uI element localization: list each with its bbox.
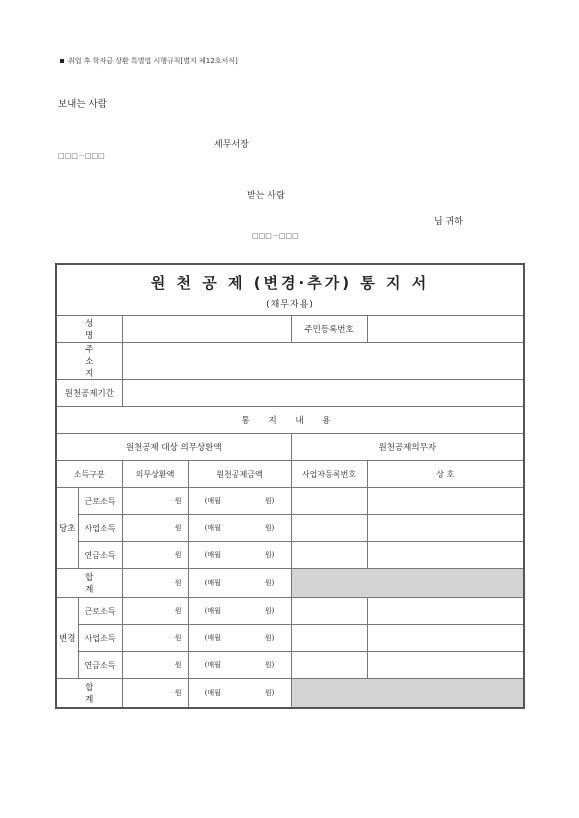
square-bullet-icon bbox=[60, 59, 64, 63]
form-reference: 취업 후 학자금 상환 특별법 시행규칙[별지 제12호서식] bbox=[60, 56, 238, 66]
form-title: 원 천 공 제 (변경·추가) 통 지 서 bbox=[150, 274, 430, 292]
total-mandatory-field[interactable]: 원 bbox=[122, 679, 188, 709]
table-row bbox=[56, 515, 524, 542]
table-row bbox=[56, 625, 524, 652]
mandatory-amount-field[interactable]: 원 bbox=[122, 488, 188, 515]
tax-office-label: 세무서장 bbox=[214, 140, 249, 150]
total-label: 합 계 bbox=[56, 569, 122, 598]
address-label: 주 소 지 bbox=[56, 343, 122, 380]
form-subtitle: (채무자용) bbox=[266, 300, 314, 310]
form-title-cell bbox=[56, 264, 524, 316]
mandatory-amount-field[interactable]: 원 bbox=[122, 625, 188, 652]
business-number-field[interactable] bbox=[291, 488, 367, 515]
mandatory-amount-field[interactable]: 원 bbox=[122, 542, 188, 569]
target-amount-header: 원천공제 대상 의무상환액 bbox=[56, 434, 291, 461]
business-number-field[interactable] bbox=[291, 652, 367, 679]
withholding-amount-field[interactable]: (매월 원) bbox=[188, 625, 291, 652]
honorific-label: 님 귀하 bbox=[434, 217, 463, 227]
table-row bbox=[56, 652, 524, 679]
table-row bbox=[56, 598, 524, 625]
withholding-notice-form bbox=[55, 263, 525, 709]
mandatory-amount-field[interactable]: 원 bbox=[122, 515, 188, 542]
company-name-field[interactable] bbox=[367, 488, 524, 515]
table-row bbox=[56, 679, 524, 709]
changed-group-label: 변경 bbox=[56, 598, 78, 679]
company-name-field[interactable] bbox=[367, 542, 524, 569]
period-label: 원천공제기간 bbox=[56, 380, 122, 407]
table-row bbox=[56, 569, 524, 598]
company-name-field[interactable] bbox=[367, 515, 524, 542]
company-name-field[interactable] bbox=[367, 598, 524, 625]
company-name-field[interactable] bbox=[367, 652, 524, 679]
notice-content-label: 통 지 내 용 bbox=[56, 407, 524, 434]
total-withholding-field[interactable]: (매월 원) bbox=[188, 679, 291, 709]
company-name-field[interactable] bbox=[367, 625, 524, 652]
col-withholding-amount: 원천공제금액 bbox=[188, 461, 291, 488]
table-row bbox=[56, 488, 524, 515]
withholding-amount-field[interactable]: (매월 원) bbox=[188, 488, 291, 515]
rrn-field[interactable] bbox=[367, 316, 524, 343]
business-number-field[interactable] bbox=[291, 598, 367, 625]
shaded-cell bbox=[291, 569, 524, 598]
business-number-field[interactable] bbox=[291, 625, 367, 652]
income-type-label: 연금소득 bbox=[78, 542, 122, 569]
withholding-amount-field[interactable]: (매월 원) bbox=[188, 542, 291, 569]
total-mandatory-field[interactable]: 원 bbox=[122, 569, 188, 598]
name-label: 성 명 bbox=[56, 316, 122, 343]
col-company-name: 상 호 bbox=[367, 461, 524, 488]
receiver-postcode: □□□－□□□ bbox=[252, 232, 299, 240]
receiver-label: 받는 사람 bbox=[247, 191, 285, 201]
income-type-label: 연금소득 bbox=[78, 652, 122, 679]
rrn-label: 주민등록번호 bbox=[291, 316, 367, 343]
withholding-amount-field[interactable]: (매월 원) bbox=[188, 598, 291, 625]
col-income-type: 소득구분 bbox=[56, 461, 122, 488]
total-withholding-field[interactable]: (매월 원) bbox=[188, 569, 291, 598]
withholding-amount-field[interactable]: (매월 원) bbox=[188, 515, 291, 542]
sender-label: 보내는 사람 bbox=[58, 99, 107, 110]
col-business-number: 사업자등록번호 bbox=[291, 461, 367, 488]
mandatory-amount-field[interactable]: 원 bbox=[122, 598, 188, 625]
address-field[interactable] bbox=[122, 343, 524, 380]
total-label: 합 계 bbox=[56, 679, 122, 709]
table-row bbox=[56, 542, 524, 569]
col-mandatory-amount: 의무상환액 bbox=[122, 461, 188, 488]
sender-postcode: □□□－□□□ bbox=[58, 152, 105, 160]
income-type-label: 사업소득 bbox=[78, 515, 122, 542]
income-type-label: 사업소득 bbox=[78, 625, 122, 652]
business-number-field[interactable] bbox=[291, 515, 367, 542]
obligor-header: 원천공제의무자 bbox=[291, 434, 524, 461]
business-number-field[interactable] bbox=[291, 542, 367, 569]
mandatory-amount-field[interactable]: 원 bbox=[122, 652, 188, 679]
name-field[interactable] bbox=[122, 316, 291, 343]
original-group-label: 당초 bbox=[56, 488, 78, 569]
shaded-cell bbox=[291, 679, 524, 709]
income-type-label: 근로소득 bbox=[78, 598, 122, 625]
period-field[interactable] bbox=[122, 380, 524, 407]
income-type-label: 근로소득 bbox=[78, 488, 122, 515]
withholding-amount-field[interactable]: (매월 원) bbox=[188, 652, 291, 679]
